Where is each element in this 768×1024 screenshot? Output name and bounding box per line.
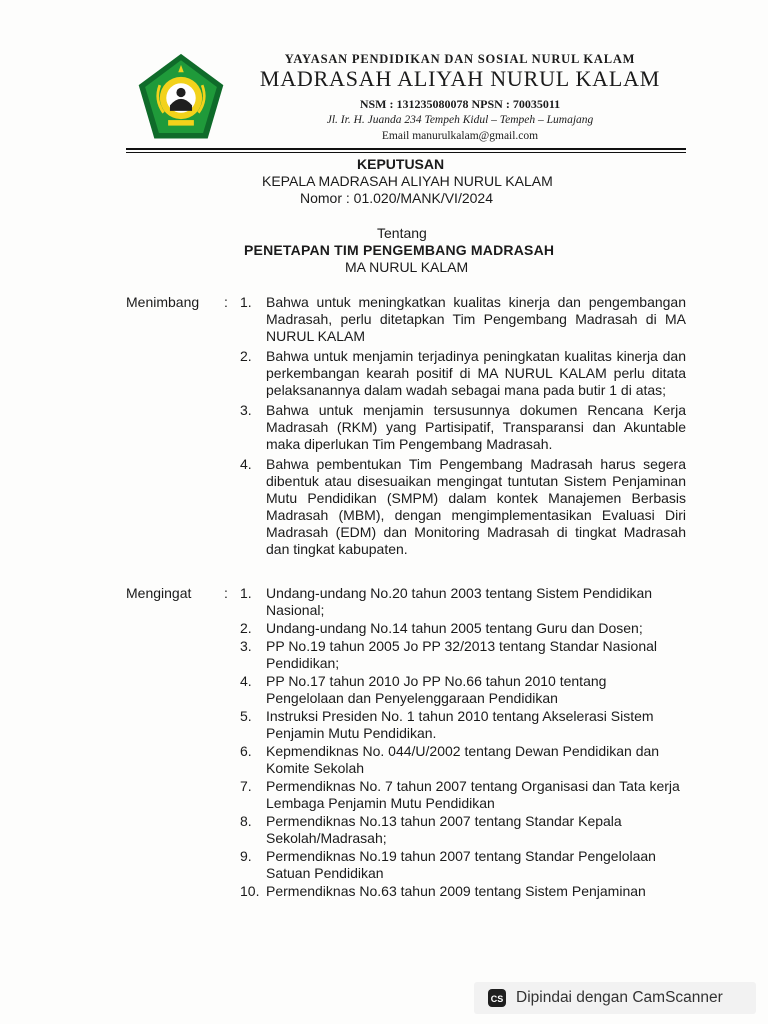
list-item: 2. Bahwa untuk menjamin terjadinya peningkatan kualitas kinerja dan perkembangan kearah positif di MA NURUL KALAM perlu ditata pelaksanannya dalam wadah sebagai mana pada butir 1 di atas; [240, 348, 686, 398]
decree-issuer: KEPALA MADRASAH ALIYAH NURUL KALAM [262, 173, 553, 189]
list-item: 3. PP No.19 tahun 2005 Jo PP 32/2013 tentang Standar Nasional Pendidikan; [240, 638, 658, 671]
list-item: 8. Permendiknas No.13 tahun 2007 tentang Standar Kepala Sekolah/Madrasah; [240, 813, 622, 846]
list-item: 1. Bahwa untuk meningkatkan kualitas kinerja dan pengembangan Madrasah, perlu ditetapkan Tim Pengembang Madrasah di MA NURUL KALAM [240, 294, 686, 344]
school-email: Email manurulkalam@gmail.com [381, 130, 539, 142]
list-item: 1. Undang-undang No.20 tahun 2003 tentang Sistem Pendidikan Nasional; [240, 585, 653, 618]
letterhead-divider-thin [126, 152, 686, 153]
decree-about: Tentang [377, 225, 427, 241]
mengingat-colon: : [224, 585, 228, 601]
list-item: 7. Permendiknas No. 7 tahun 2007 tentang Organisasi dan Tata kerja Lembaga Penjamin Mutu Pendidikan [240, 778, 680, 811]
letterhead-divider [126, 148, 686, 150]
camscanner-text: Dipindai dengan CamScanner [516, 989, 723, 1006]
list-item: 10. Permendiknas No.63 tahun 2009 tentang Sistem Penjaminan [240, 883, 646, 899]
decree-title: KEPUTUSAN [357, 156, 445, 172]
menimbang-label: Menimbang [126, 294, 200, 310]
mengingat-list [240, 585, 686, 901]
list-item: 6. Kepmendiknas No. 044/U/2002 tentang Dewan Pendidikan dan Komite Sekolah [240, 743, 660, 776]
madrasah-logo-icon [134, 52, 228, 144]
decree-subject-school: MA NURUL KALAM [345, 259, 469, 275]
foundation-name: YAYASAN PENDIDIKAN DAN SOSIAL NURUL KALAM [284, 52, 636, 66]
list-item: 4. Bahwa pembentukan Tim Pengembang Madrasah harus segera dibentuk atau disesuaikan mengingat tuntutan Sistem Penjaminan Mutu Pendidikan (SMPM) dalam kontek Manajemen Berbasis Madrasah (MBM), dengan mengimplementasikan Evaluasi Diri Madrasah (EDM) dan Monitoring Madrasah di tingkat Madrasah dan tingkat kabupaten. [240, 456, 686, 557]
school-address: Jl. Ir. H. Juanda 234 Tempeh Kidul – Tempeh – Lumajang [326, 114, 594, 126]
menimbang-colon: : [224, 294, 228, 310]
school-name: MADRASAH ALIYAH NURUL KALAM [259, 66, 661, 91]
decree-number: Nomor : 01.020/MANK/VI/2024 [300, 190, 493, 206]
list-item: 5. Instruksi Presiden No. 1 tahun 2010 tentang Akselerasi Sistem Penjamin Mutu Pendidikan. [240, 708, 654, 741]
mengingat-label: Mengingat [126, 585, 192, 601]
camscanner-icon-label: CS [490, 994, 504, 1004]
list-item: 3. Bahwa untuk menjamin tersusunnya dokumen Rencana Kerja Madrasah (RKM) yang Partisipatif, Transparansi dan Akuntable maka diperlukan Tim Pengembang Madrasah. [240, 402, 686, 452]
list-item: 4. PP No.17 tahun 2010 Jo PP No.66 tahun 2010 tentang Pengelolaan dan Penyelenggaraan Pendidikan [240, 673, 607, 706]
list-item: 2. Undang-undang No.14 tahun 2005 tentang Guru dan Dosen; [240, 620, 643, 636]
school-ids: NSM : 131235080078 NPSN : 70035011 [359, 97, 561, 111]
list-item: 9. Permendiknas No.19 tahun 2007 tentang Standar Pengelolaan Satuan Pendidikan [240, 848, 656, 881]
camscanner-icon [488, 989, 506, 1007]
menimbang-list [240, 294, 686, 561]
camscanner-watermark [474, 982, 756, 1014]
decree-subject: PENETAPAN TIM PENGEMBANG MADRASAH [244, 242, 555, 258]
